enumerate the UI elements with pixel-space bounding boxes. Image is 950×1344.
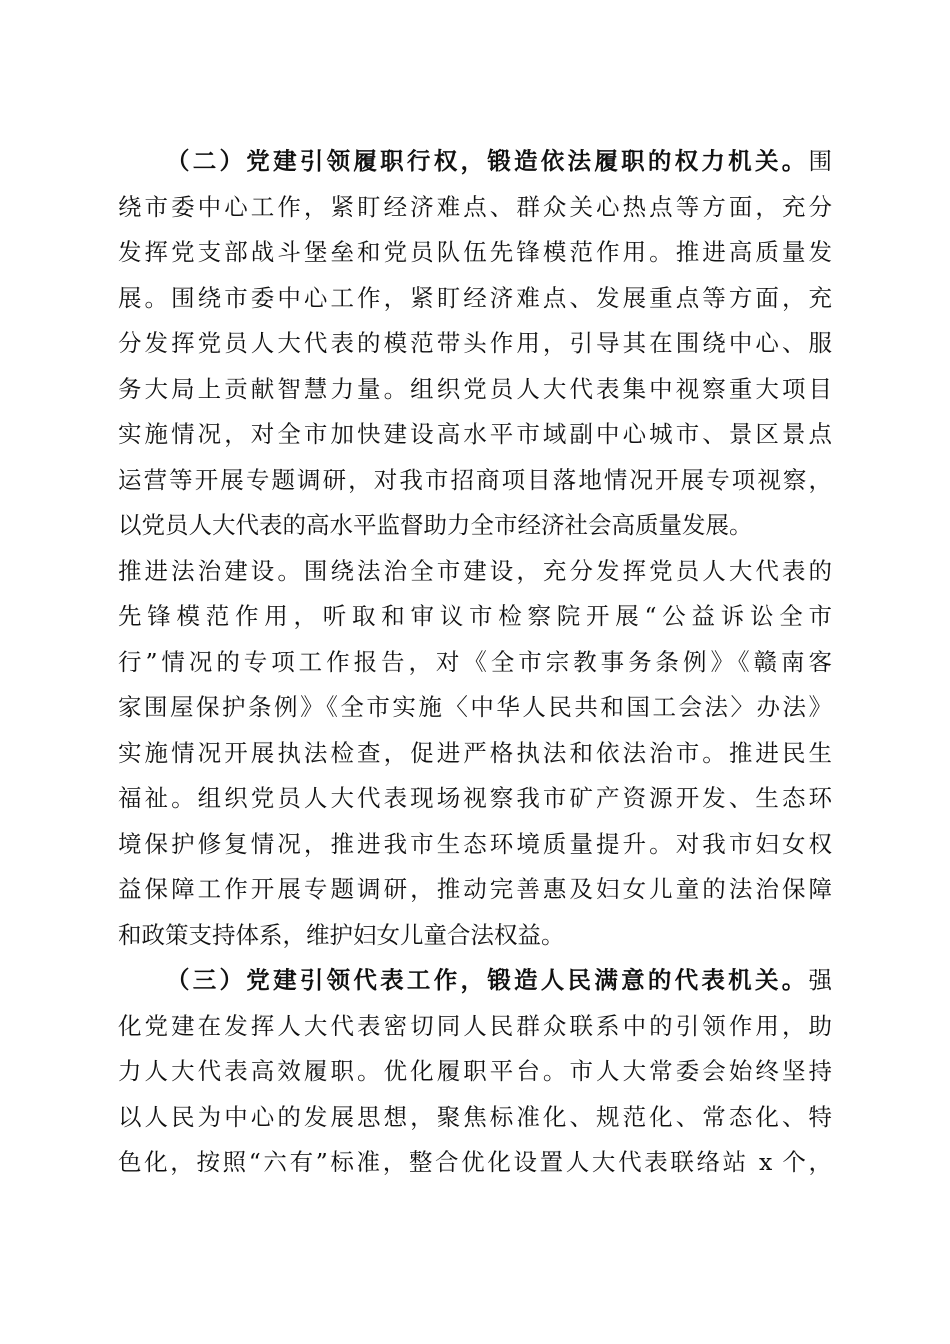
text-line: 实施情况开展执法检查，促进严格执法和依法治市。推进民生 [118,738,832,767]
text-line: 色化，按照“六有”标准，整合优化设置人大代表联络站 x 个， [118,1148,832,1176]
text-line: 分发挥党员人大代表的模范带头作用，引导其在围绕中心、服 [118,329,832,357]
text-run: 强 [808,966,832,994]
text-line: 和政策支持体系，维护妇女儿童合法权益。 [118,920,565,949]
text-line: 运营等开展专题调研，对我市招商项目落地情况开展专项视察， [118,465,832,494]
text-line [118,958,832,1004]
text-line: 益保障工作开展专题调研，推动完善惠及妇女儿童的法治保障 [118,875,832,903]
paragraph-heading: （三）党建引领代表工作，锻造人民满意的代表机关。 [166,966,809,994]
text-line: 先锋模范作用，听取和审议市检察院开展“公益诉讼全市 [118,602,832,630]
text-line: 福祉。组织党员人大代表现场视察我市矿产资源开发、生态环 [118,784,832,812]
paragraph-heading: （二）党建引领履职行权，锻造依法履职的权力机关。 [166,147,809,175]
paragraph-party-building-duty [118,139,832,958]
text-line: 实施情况，对全市加快建设高水平市域副中心城市、景区景点 [118,420,832,448]
text-run: 围 [808,147,832,175]
text-line: 家围屋保护条例》《全市实施〈中华人民共和国工会法〉办法》 [118,693,832,721]
document-body [118,139,832,1186]
text-line: 行”情况的专项工作报告，对《全市宗教事务条例》《赣南客 [118,647,832,676]
text-line: 展。围绕市委中心工作，紧盯经济难点、发展重点等方面，充 [118,283,832,312]
paragraph-representative-work [118,958,832,1186]
text-line: 以人民为中心的发展思想，聚焦标准化、规范化、常态化、特 [118,1102,832,1131]
text-line: 发挥党支部战斗堡垒和党员队伍先锋模范作用。推进高质量发 [118,238,832,266]
text-line: 化党建在发挥人大代表密切同人民群众联系中的引领作用，助 [118,1011,832,1040]
text-line: 力人大代表高效履职。优化履职平台。市人大常委会始终坚持 [118,1057,832,1085]
text-line: 以党员人大代表的高水平监督助力全市经济社会高质量发展。 [118,511,753,539]
text-line: 绕市委中心工作，紧盯经济难点、群众关心热点等方面，充分 [118,192,832,221]
text-line: 境保护修复情况，推进我市生态环境质量提升。对我市妇女权 [118,829,832,858]
text-line: 务大局上贡献智慧力量。组织党员人大代表集中视察重大项目 [118,374,832,403]
text-line [118,139,832,185]
text-line: 推进法治建设。围绕法治全市建设，充分发挥党员人大代表的 [118,556,832,585]
